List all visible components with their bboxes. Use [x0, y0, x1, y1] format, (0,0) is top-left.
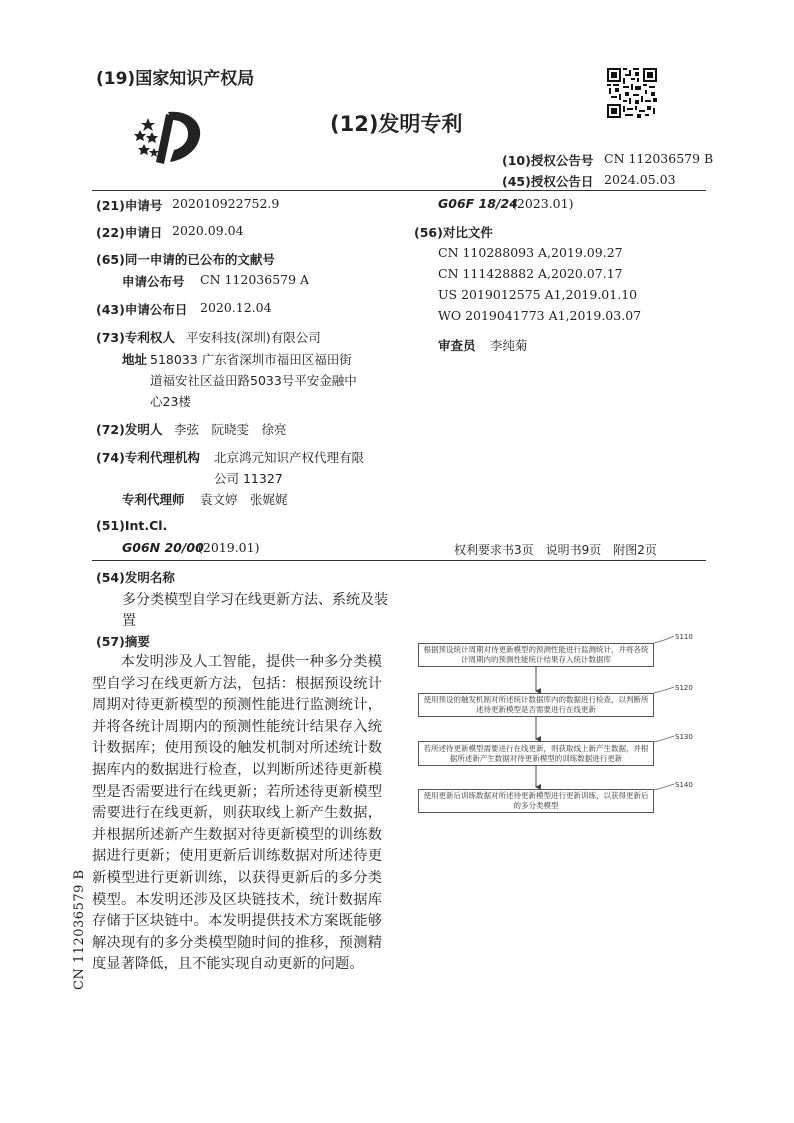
abstract-label: (57)摘要	[96, 634, 150, 649]
divider-middle	[92, 560, 706, 561]
flow-step-text: 若所述待更新模型需要进行在线更新，则获取线上新产生数据，并根据所述新产生数据对待更新模型的训练数据进行更新	[423, 743, 649, 763]
class2-code: G06F 18/24	[438, 196, 518, 211]
pub-date: 2020.12.04	[200, 300, 272, 315]
patentee-label: (73)专利权人	[96, 330, 175, 345]
inventor-label: (72)发明人	[96, 422, 163, 437]
qr-code	[607, 68, 657, 118]
abstract-text: 本发明涉及人工智能，提供一种多分类模型自学习在线更新方法，包括：根据预设统计周期对待更新模型的预测性能进行监测统计，并将各统计周期内的预测性能统计结果存入统计数据库；使用预设的触发机制对所述统计数据库内的数据进行检查，以判断所述待更新模型是否需要进行在线更新；若所述待更新模型需要进行在线更新，则获取线上新产生数据，并根据所述新产生数据对待更新模型的训练数据进行更新；使用更新后训练数据对所述待更新模型进行更新训练，以获得更新后的多分类模型。本发明还涉及区块链技术，统计数据库存储于区块链中。本发明提供技术方案既能够解决现有的多分类模型随时间的推移，预测精度显著降低，且不能实现自动更新的问题。	[92, 654, 382, 973]
cited-doc: CN 110288093 A,2019.09.27	[438, 245, 623, 260]
flow-step-label: S130	[675, 733, 693, 741]
address-label: 地址	[122, 352, 148, 367]
pub-no-label: 申请公布号	[122, 274, 185, 289]
prior-pub-label: (65)同一申请的已公布的文献号	[96, 252, 275, 267]
divider-top	[92, 190, 706, 191]
page-counts: 权利要求书3页 说明书9页 附图2页	[454, 543, 657, 557]
agency-label: (74)专利代理机构	[96, 450, 200, 465]
cited-doc: US 2019012575 A1,2019.01.10	[438, 287, 638, 302]
grant-number-label: (10)授权公告号	[502, 153, 594, 168]
flow-step-text: 使用预设的触发机制对所述统计数据库内的数据进行检查，以判断所述待更新模型是否需要进行在线更新	[423, 695, 649, 714]
pub-date-label: (43)申请公布日	[96, 302, 188, 317]
cited-doc: CN 111428882 A,2020.07.17	[438, 266, 623, 281]
examiner-label: 审查员	[438, 338, 476, 353]
invention-title-line-2: 置	[122, 613, 136, 629]
document-type: (12)发明专利	[330, 112, 463, 136]
cnipa-logo	[130, 104, 208, 168]
address-line-3: 心23楼	[150, 394, 191, 409]
app-no: 202010922752.9	[172, 196, 280, 211]
cited-doc: WO 2019041773 A1,2019.03.07	[438, 308, 642, 323]
grant-number: CN 112036579 B	[604, 151, 714, 166]
agency-line-1: 北京鸿元知识产权代理有限	[214, 450, 365, 465]
class2-year: (2023.01)	[512, 196, 574, 211]
flow-connectors	[400, 630, 700, 820]
flow-leader	[654, 687, 674, 693]
address-line-1: 518033 广东省深圳市福田区福田街	[150, 352, 352, 367]
address-line-2: 道福安社区益田路5033号平安金融中	[150, 373, 357, 388]
inventors: 李弦 阮晓雯 徐亮	[174, 422, 287, 437]
flow-step-text: 根据预设统计周期对待更新模型的预测性能进行监测统计，并将各统计周期内的预测性能统计结果存入统计数据库	[423, 645, 649, 664]
cited-label: (56)对比文件	[414, 225, 493, 240]
flow-step-label: S120	[675, 684, 693, 692]
intcl-label: (51)Int.Cl.	[96, 518, 168, 533]
agents: 袁文婷 张娓娓	[200, 492, 288, 507]
flow-leader	[654, 736, 674, 742]
flow-step-text: 使用更新后训练数据对所述待更新模型进行更新训练，以获得更新后的多分类模型	[423, 791, 649, 810]
app-no-label: (21)申请号	[96, 198, 163, 213]
grant-date: 2024.05.03	[604, 172, 676, 187]
agency-line-2: 公司 11327	[214, 471, 283, 486]
patentee: 平安科技(深圳)有限公司	[186, 330, 321, 345]
flow-step-label: S110	[675, 633, 693, 641]
side-patent-number: CN 112036579 B	[72, 869, 87, 990]
invention-title-line-1: 多分类模型自学习在线更新方法、系统及装	[122, 592, 388, 608]
examiner: 李纯菊	[490, 338, 528, 353]
flow-step-label: S140	[675, 781, 693, 789]
intcl-year: (2019.01)	[198, 540, 260, 555]
flow-leader	[654, 784, 674, 790]
pub-no: CN 112036579 A	[200, 272, 310, 287]
app-date-label: (22)申请日	[96, 225, 163, 240]
title-label: (54)发明名称	[96, 570, 175, 585]
agent-label: 专利代理师	[122, 492, 185, 507]
grant-date-label: (45)授权公告日	[502, 174, 594, 189]
intcl-code: G06N 20/00	[122, 540, 204, 555]
office-name: (19)国家知识产权局	[96, 69, 255, 89]
flow-leader	[654, 636, 674, 643]
app-date: 2020.09.04	[172, 223, 244, 238]
